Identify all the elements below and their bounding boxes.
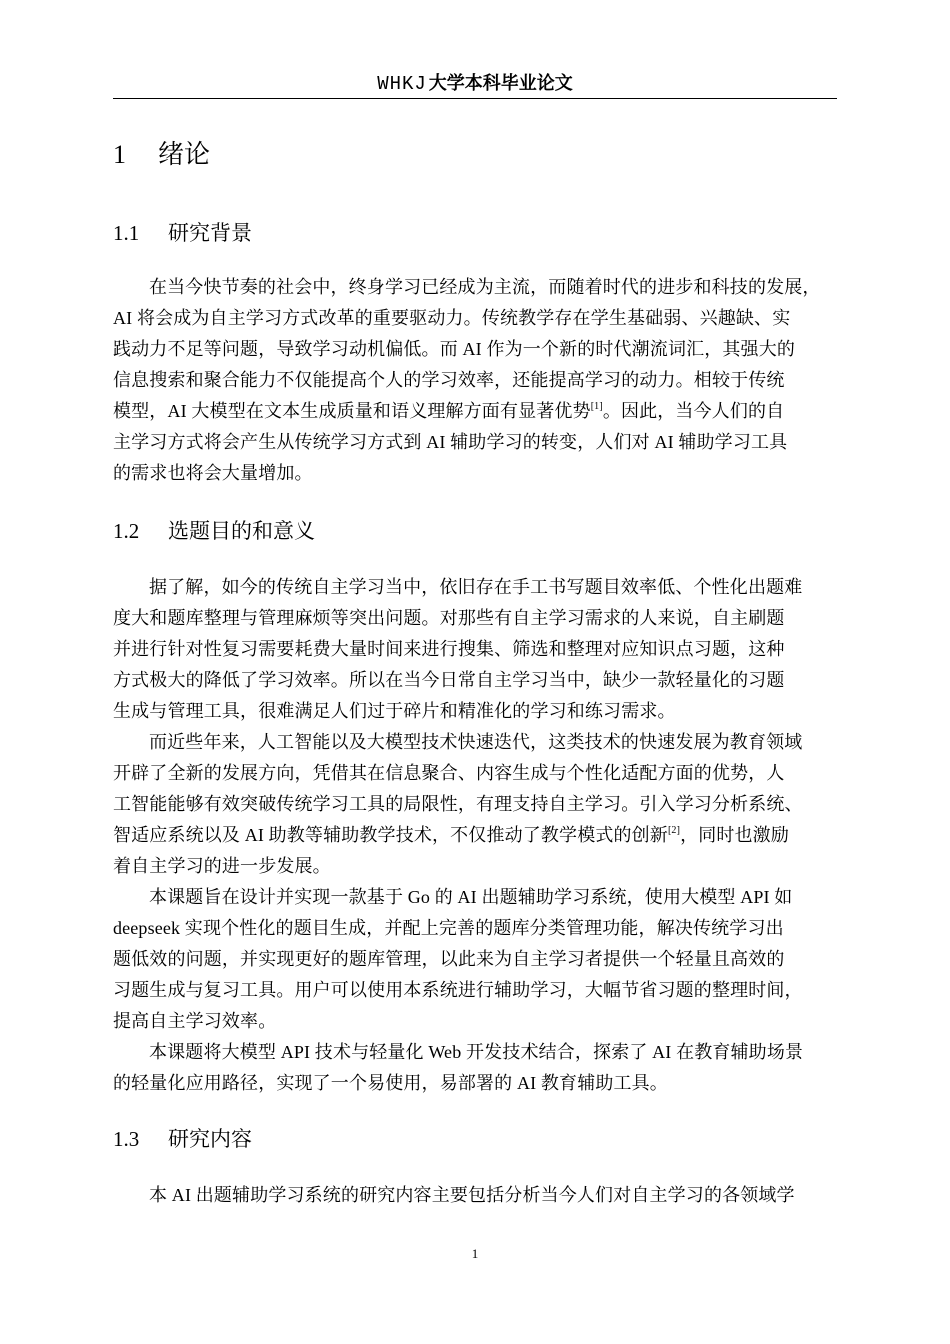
citation-ref: [1] (590, 401, 603, 412)
section-heading-1-2 (113, 514, 315, 548)
line-text: ，同时也激励 (680, 825, 789, 845)
header-title: 大学本科毕业论文 (428, 73, 573, 94)
section-number: 1.2 (113, 519, 140, 543)
paragraph-line: deepseek 实现个性化的题目生成，并配上完善的题库分类管理功能，解决传统学习出 (113, 918, 784, 938)
paragraph-line: 据了解，如今的传统自主学习当中，依旧存在手工书写题目效率低、个性化出题难 (149, 577, 803, 597)
paragraph-line: 生成与管理工具，很难满足人们过于碎片和精准化的学习和练习需求。 (113, 701, 676, 721)
line-text: 。因此，当今人们的自 (602, 401, 785, 421)
chapter-title: 绪论 (158, 140, 211, 170)
paragraph-line: 习题生成与复习工具。用户可以使用本系统进行辅助学习，大幅节省习题的整理时间， (113, 980, 803, 1000)
page-header (113, 68, 837, 98)
paragraph-line: 践动力不足等问题，导致学习动机偏低。而 AI 作为一个新的时代潮流词汇，其强大的 (113, 339, 795, 359)
header-code: WHKJ (377, 73, 427, 95)
paragraph-line: 题低效的问题，并实现更好的题库管理，以此来为自主学习者提供一个轻量且高效的 (113, 949, 785, 969)
paragraph-line: 开辟了全新的发展方向，凭借其在信息聚合、内容生成与个性化适配方面的优势，人 (113, 763, 785, 783)
paragraph-content (113, 1180, 849, 1211)
paragraph-line: 本 AI 出题辅助学习系统的研究内容主要包括分析当今人们对自主学习的各领域学 (149, 1185, 795, 1205)
paragraph-line: 主学习方式将会产生从传统学习方式到 AI 辅助学习的转变，人们对 AI 辅助学习工具 (113, 432, 788, 452)
section-heading-1-3 (113, 1122, 252, 1156)
paragraph-line: 方式极大的降低了学习效率。所以在当今日常自主学习当中，缺少一款轻量化的习题 (113, 670, 785, 690)
section-title: 选题目的和意义 (168, 519, 315, 543)
section-number: 1.3 (113, 1127, 140, 1151)
paragraph-line: 并进行针对性复习需要耗费大量时间来进行搜集、筛选和整理对应知识点习题，这种 (113, 639, 785, 659)
paragraph-purpose-2 (113, 727, 849, 882)
paragraph-line: 本课题将大模型 API 技术与轻量化 Web 开发技术结合，探索了 AI 在教育辅助场景 (149, 1042, 804, 1062)
paragraph-background (113, 272, 849, 489)
header-rule (113, 98, 837, 99)
section-title: 研究内容 (168, 1127, 252, 1151)
page-number: 1 (471, 1246, 479, 1261)
paragraph-line: 在当今快节奏的社会中，终身学习已经成为主流，而随着时代的进步和科技的发展， (149, 277, 821, 297)
paragraph-line: 而近些年来，人工智能以及大模型技术快速迭代，这类技术的快速发展为教育领域 (149, 732, 803, 752)
paragraph-line: 提高自主学习效率。 (113, 1011, 277, 1031)
paragraph-line: 工智能能够有效突破传统学习工具的局限性，有理支持自主学习。引入学习分析系统、 (113, 794, 803, 814)
paragraph-line: 着自主学习的进一步发展。 (113, 856, 331, 876)
paragraph-line: 本课题旨在设计并实现一款基于 Go 的 AI 出题辅助学习系统，使用大模型 API 如 (149, 887, 793, 907)
paragraph-purpose-4 (113, 1037, 849, 1099)
paragraph-line: 的轻量化应用路径，实现了一个易使用，易部署的 AI 教育辅助工具。 (113, 1073, 668, 1093)
chapter-heading (113, 135, 210, 175)
section-number: 1.1 (113, 221, 140, 245)
paragraph-line: 的需求也将会大量增加。 (113, 463, 313, 483)
paragraph-line: 度大和题库整理与管理麻烦等突出问题。对那些有自主学习需求的人来说，自主刷题 (113, 608, 785, 628)
line-text: 模型，AI 大模型在文本生成质量和语义理解方面有显著优势 (113, 401, 591, 421)
line-text: 智适应系统以及 AI 助教等辅助教学技术，不仅推动了教学模式的创新 (113, 825, 668, 845)
paragraph-line: 信息搜索和聚合能力不仅能提高个人的学习效率，还能提高学习的动力。相较于传统 (113, 370, 785, 390)
section-title: 研究背景 (168, 221, 252, 245)
section-heading-1-1 (113, 216, 252, 250)
paragraph-purpose-3 (113, 882, 849, 1037)
chapter-number: 1 (113, 140, 126, 169)
paragraph-line (113, 396, 849, 427)
paragraph-purpose-1 (113, 572, 849, 727)
citation-ref: [2] (667, 825, 681, 836)
paragraph-line (113, 820, 849, 851)
paragraph-line: AI 将会成为自主学习方式改革的重要驱动力。传统教学存在学生基础弱、兴趣缺、实 (113, 308, 791, 328)
